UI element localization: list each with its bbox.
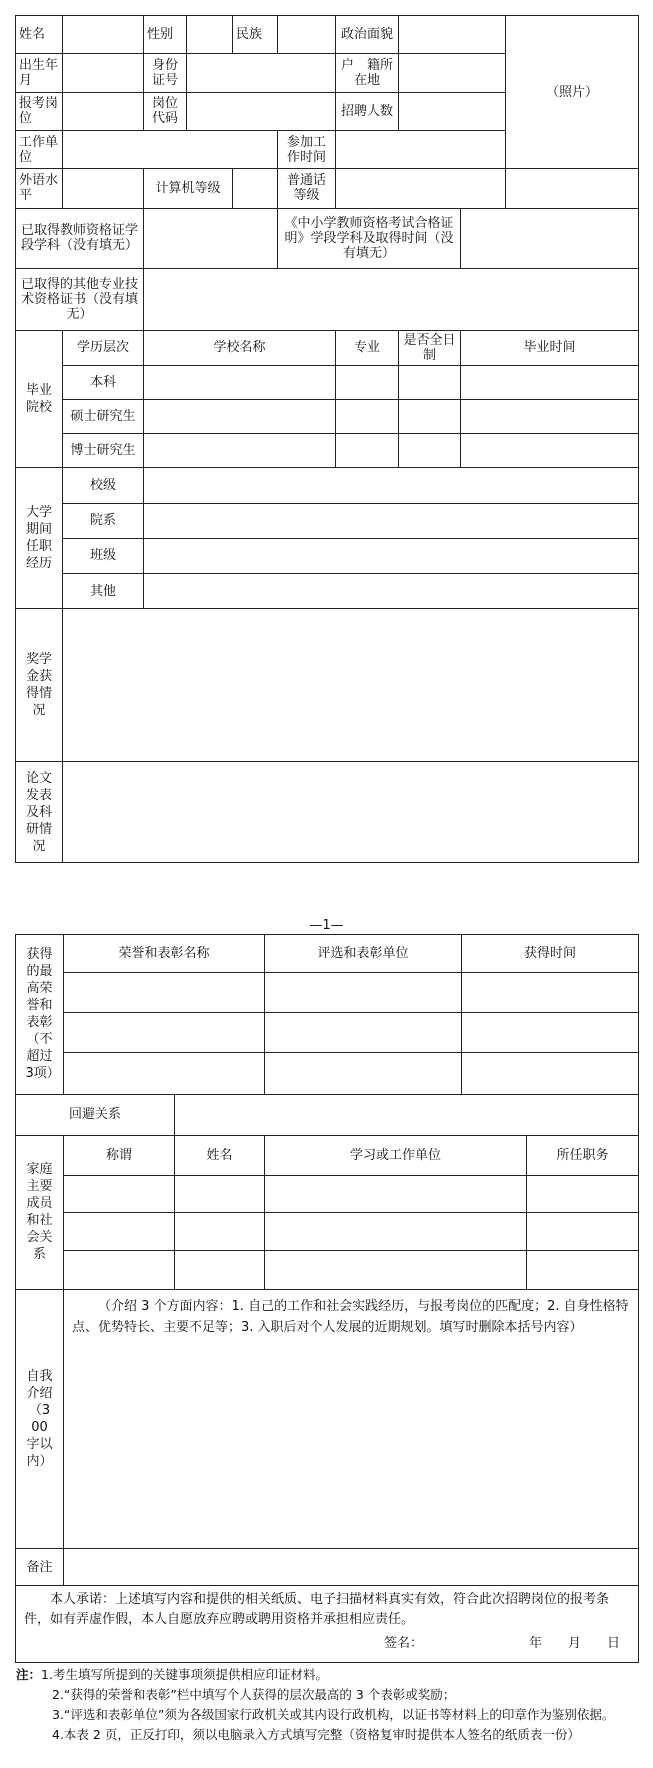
self-intro-label: 自我介绍（300字以内） [16, 1290, 64, 1549]
family-title-field[interactable] [64, 1251, 175, 1290]
grad-major-field[interactable] [336, 365, 399, 399]
note-item: 1.考生填写所提到的关键事项须提供相应印证材料。 [41, 1667, 328, 1682]
work-time-label: 参加工作时间 [278, 130, 336, 168]
position-field[interactable] [144, 573, 639, 608]
foreign-field[interactable] [63, 169, 144, 208]
grad-date-field[interactable] [461, 365, 639, 399]
self-intro-field[interactable]: （介绍 3 个方面内容：1. 自己的工作和社会实践经历，与报考岗位的匹配度；2. 自身性格特点、优势特长、主要不足等；3. 入职后对个人发展的近期规划。填写时删除本括号内容） [64, 1290, 639, 1549]
grad-header-fulltime: 是否全日制 [399, 330, 461, 365]
grad-level-doctor: 博士研究生 [63, 434, 144, 468]
post-code-label: 岗位代码 [144, 92, 187, 130]
scholarship-label: 奖学金获得情况 [16, 609, 63, 762]
honors-unit-field[interactable] [265, 1012, 462, 1052]
other-cert-field[interactable] [144, 268, 639, 330]
honors-name-field[interactable] [64, 1012, 265, 1052]
family-post-field[interactable] [527, 1251, 639, 1290]
work-unit-field[interactable] [63, 130, 278, 168]
position-class: 班级 [63, 538, 144, 573]
position-field[interactable] [144, 538, 639, 573]
grad-date-field[interactable] [461, 434, 639, 468]
avoidance-label: 回避关系 [16, 1094, 175, 1135]
signature-date: 年 月 日 [529, 1636, 621, 1652]
apply-post-field[interactable] [63, 92, 144, 130]
honors-label: 获得的最高荣誉和表彰（不超过3项） [16, 935, 64, 1095]
grad-fulltime-field[interactable] [399, 400, 461, 434]
mandarin-label: 普通话等级 [278, 169, 336, 208]
post-code-field[interactable] [187, 92, 336, 130]
remarks-label: 备注 [16, 1549, 64, 1586]
family-unit-field[interactable] [265, 1175, 527, 1213]
pledge-text: 本人承诺：上述填写内容和提供的相关纸质、电子扫描材料真实有效，符合此次招聘岗位的报考条件，如有弄虚作假，本人自愿放弃应聘或聘用资格并承担相应责任。 [24, 1592, 610, 1628]
id-field[interactable] [187, 54, 336, 92]
honors-header-unit: 评选和表彰单位 [265, 935, 462, 973]
photo-area[interactable]: （照片） [506, 16, 639, 169]
apply-post-label: 报考岗位 [16, 92, 63, 130]
position-other: 其他 [63, 573, 144, 608]
family-unit-field[interactable] [265, 1251, 527, 1290]
papers-label: 论文发表及科研情况 [16, 762, 63, 863]
birth-label: 出生年月 [16, 54, 63, 92]
exam-cert-label: 《中小学教师资格考试合格证明》学段学科及取得时间（没有填无） [278, 208, 461, 268]
honors-unit-field[interactable] [265, 972, 462, 1012]
foreign-label: 外语水平 [16, 169, 63, 208]
family-unit-field[interactable] [265, 1213, 527, 1251]
family-label: 家庭主要成员和社会关系 [16, 1135, 64, 1289]
grad-header-level: 学历层次 [63, 330, 144, 365]
honors-name-field[interactable] [64, 972, 265, 1012]
positions-label: 大学期间任职经历 [16, 468, 63, 609]
gender-field[interactable] [187, 16, 233, 54]
note-item: 4.本表 2 页，正反打印，须以电脑录入方式填写完整（资格复审时提供本人签名的纸质表一份） [52, 1727, 580, 1742]
family-post-field[interactable] [527, 1213, 639, 1251]
teacher-cert-label: 已取得教师资格证学段学科（没有填无） [16, 208, 144, 268]
teacher-cert-field[interactable] [144, 208, 278, 268]
hukou-label: 户 籍所在地 [336, 54, 399, 92]
birth-field[interactable] [63, 54, 144, 92]
grad-header-school: 学校名称 [144, 330, 336, 365]
honors-date-field[interactable] [462, 1052, 639, 1094]
grad-fulltime-field[interactable] [399, 434, 461, 468]
pledge [16, 1586, 639, 1663]
id-label: 身份证号 [144, 54, 187, 92]
row5-extra-field[interactable] [506, 169, 639, 208]
grad-fulltime-field[interactable] [399, 365, 461, 399]
work-unit-label: 工作单位 [16, 130, 63, 168]
family-header-title: 称谓 [64, 1135, 175, 1175]
hukou-field[interactable] [399, 54, 506, 92]
papers-field[interactable] [63, 762, 639, 863]
grad-level-master: 硕士研究生 [63, 400, 144, 434]
family-header-name: 姓名 [175, 1135, 265, 1175]
mandarin-field[interactable] [336, 169, 506, 208]
ethnicity-label: 民族 [233, 16, 278, 54]
honors-date-field[interactable] [462, 1012, 639, 1052]
position-field[interactable] [144, 503, 639, 538]
family-title-field[interactable] [64, 1213, 175, 1251]
other-cert-label: 已取得的其他专业技术资格证书（没有填无） [16, 268, 144, 330]
position-department: 院系 [63, 503, 144, 538]
computer-label: 计算机等级 [144, 169, 233, 208]
position-field[interactable] [144, 468, 639, 503]
page2-form [15, 934, 639, 1663]
notes [16, 1665, 644, 1745]
family-name-field[interactable] [175, 1251, 265, 1290]
political-field[interactable] [399, 16, 506, 54]
family-post-field[interactable] [527, 1175, 639, 1213]
work-time-field[interactable] [336, 130, 506, 168]
ethnicity-field[interactable] [278, 16, 336, 54]
avoidance-field[interactable] [175, 1094, 639, 1135]
grad-level-bachelor: 本科 [63, 365, 144, 399]
honors-name-field[interactable] [64, 1052, 265, 1094]
recruit-num-label: 招聘人数 [336, 92, 399, 130]
scholarship-field[interactable] [63, 609, 639, 762]
family-name-field[interactable] [175, 1175, 265, 1213]
exam-cert-field[interactable] [461, 208, 639, 268]
position-school: 校级 [63, 468, 144, 503]
family-name-field[interactable] [175, 1213, 265, 1251]
notes-label: 注： [16, 1667, 42, 1682]
note-item: 3.“评选和表彰单位”须为各级国家行政机关或其内设行政机构，以证书等材料上的印章作为鉴别依据。 [52, 1707, 615, 1722]
grad-date-field[interactable] [461, 400, 639, 434]
signature-label: 签名： [384, 1636, 424, 1652]
graduation-label: 毕业院校 [16, 330, 63, 468]
gender-label: 性别 [144, 16, 187, 54]
honors-date-field[interactable] [462, 972, 639, 1012]
page-number: —1— [309, 918, 344, 933]
recruit-num-field[interactable] [399, 92, 506, 130]
grad-school-field[interactable] [144, 434, 336, 468]
computer-field[interactable] [233, 169, 278, 208]
grad-school-field[interactable] [144, 365, 336, 399]
family-header-unit: 学习或工作单位 [265, 1135, 527, 1175]
name-field[interactable] [63, 16, 144, 54]
grad-major-field[interactable] [336, 434, 399, 468]
grad-major-field[interactable] [336, 400, 399, 434]
grad-header-major: 专业 [336, 330, 399, 365]
honors-header-date: 获得时间 [462, 935, 639, 973]
family-title-field[interactable] [64, 1175, 175, 1213]
grad-school-field[interactable] [144, 400, 336, 434]
honors-header-name: 荣誉和表彰名称 [64, 935, 265, 973]
honors-unit-field[interactable] [265, 1052, 462, 1094]
remarks-field[interactable] [64, 1549, 639, 1586]
note-item: 2.“获得的荣誉和表彰”栏中填写个人获得的层次最高的 3 个表彰或奖励； [52, 1687, 456, 1702]
family-header-post: 所任职务 [527, 1135, 639, 1175]
page1-form [15, 15, 639, 863]
grad-header-date: 毕业时间 [461, 330, 639, 365]
political-label: 政治面貌 [336, 16, 399, 54]
name-label: 姓名 [16, 16, 63, 54]
